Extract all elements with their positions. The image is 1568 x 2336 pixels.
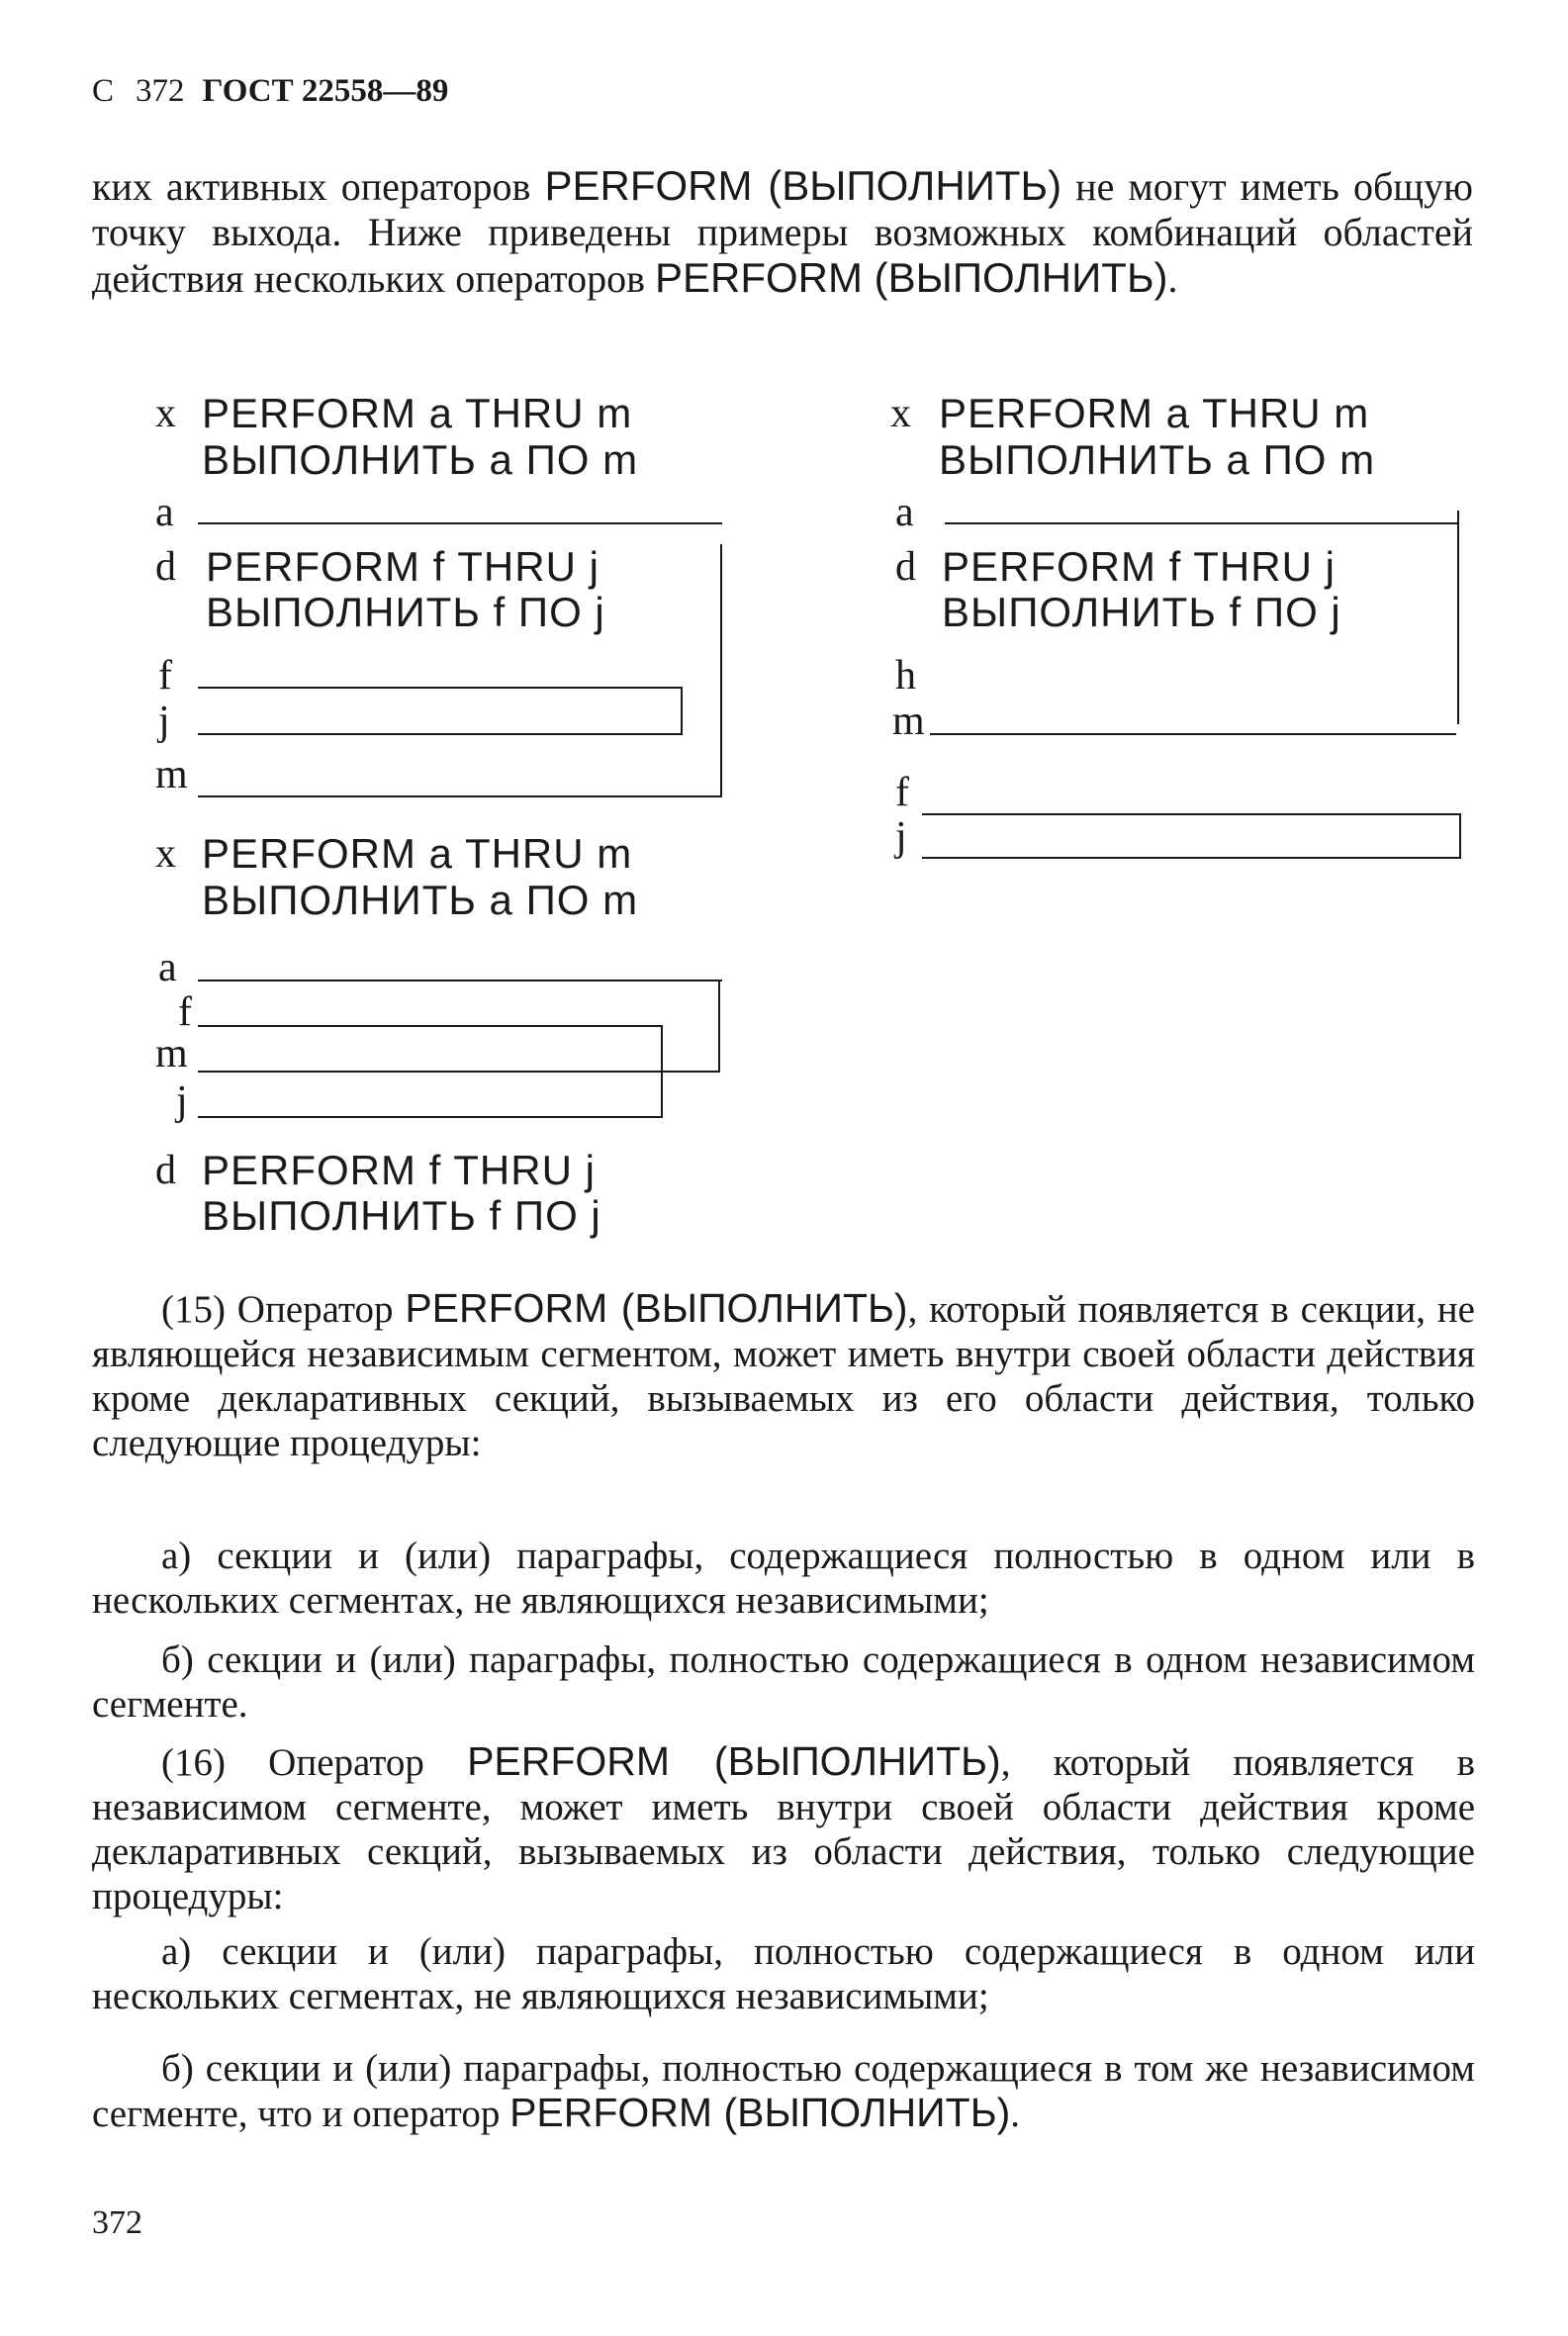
diagram-statement: PERFORM a THRU m: [202, 390, 633, 436]
intro-text-3: .: [1167, 256, 1178, 301]
range-line: [922, 813, 1461, 815]
diagram-label: m: [155, 752, 188, 797]
diagram-label: d: [155, 1148, 176, 1193]
range-line: [198, 522, 722, 524]
diagram-label: x: [890, 391, 911, 436]
diagram-statement: PERFORM f THRU j: [202, 1147, 596, 1193]
header-title: ГОСТ 22558—89: [202, 73, 449, 109]
diagram-statement-ru: ВЫПОЛНИТЬ a ПО m: [939, 436, 1376, 483]
diagram-label: x: [155, 831, 176, 877]
diagram-label: h: [895, 653, 916, 699]
diagram-label: f: [895, 770, 909, 815]
range-line: [198, 1071, 663, 1073]
diagram-label: a: [158, 945, 177, 990]
diagram-statement-ru: ВЫПОЛНИТЬ f ПО j: [942, 589, 1341, 635]
paragraph-15: [92, 1286, 1475, 1465]
range-line: [922, 857, 1461, 859]
diagram-statement: PERFORM a THRU m: [939, 390, 1370, 436]
range-line: [930, 733, 1456, 735]
p15-keyword: PERFORM (ВЫПОЛНИТЬ): [405, 1285, 908, 1331]
p15-text-1: (15) Оператор: [161, 1288, 406, 1331]
diagram-statement-ru: ВЫПОЛНИТЬ a ПО m: [202, 877, 639, 923]
p16-text-2: , который появляется в независимом сегменте, может иметь внутри своей области действия кроме декларативных секций, вызываемых из области действия, только следующие процедуры:: [92, 1741, 1475, 1917]
diagram-statement: PERFORM f THRU j: [942, 543, 1336, 590]
range-line: [945, 522, 1459, 524]
diagram-label: m: [892, 699, 925, 744]
range-bracket: [720, 544, 722, 797]
diagram-label: j: [158, 699, 170, 744]
diagram-label: f: [158, 653, 172, 699]
p16-keyword: PERFORM (ВЫПОЛНИТЬ): [467, 1738, 1001, 1784]
intro-keyword-1: PERFORM (ВЫПОЛНИТЬ): [544, 162, 1062, 209]
diagram-statement-ru: ВЫПОЛНИТЬ f ПО j: [206, 589, 605, 635]
intro-keyword-2: PERFORM (ВЫПОЛНИТЬ): [654, 254, 1168, 301]
paragraph-16: [92, 1739, 1475, 1918]
p15-text-2: , который появляется в секции, не являющейся независимым сегментом, может иметь внутри своей области действия кроме декларативных секций, вызываемых из его области действия, только следующие процедуры:: [92, 1288, 1475, 1464]
range-bracket: [681, 687, 683, 735]
diagram-label: x: [155, 391, 176, 436]
range-line: [661, 1071, 720, 1073]
intro-text-2: не могут иметь общую точку выхода. Ниже приведены примеры возможных комбинаций областей действия нескольких операторов: [92, 164, 1473, 301]
range-bracket: [1459, 813, 1461, 859]
header-page-number: 372: [136, 73, 185, 109]
page-number: 372: [92, 2204, 142, 2241]
paragraph-15-a: а) секции и (или) параграфы, содержащиеся полностью в одном или в нескольких сегментах, не являющихся независимыми;: [92, 1535, 1475, 1622]
diagram-label: j: [176, 1078, 188, 1124]
diagram-label: a: [155, 490, 174, 535]
diagram-statement-ru: ВЫПОЛНИТЬ f ПО j: [202, 1192, 601, 1239]
range-line: [198, 1025, 663, 1027]
diagram-statement-ru: ВЫПОЛНИТЬ a ПО m: [202, 436, 639, 483]
p16b-text-2: .: [1010, 2093, 1021, 2135]
diagram-label: d: [155, 544, 176, 590]
diagram-statement: PERFORM a THRU m: [202, 830, 633, 877]
p16b-keyword: PERFORM (ВЫПОЛНИТЬ): [509, 2090, 1011, 2135]
header-letter: С: [92, 73, 115, 109]
paragraph-15-b: б) секции и (или) параграфы, полностью содержащиеся в одном независимом сегменте.: [92, 1638, 1475, 1726]
paragraph-16-b: [92, 2046, 1475, 2136]
diagram-label: j: [895, 814, 907, 860]
range-line: [198, 980, 722, 981]
diagram-label: f: [178, 989, 192, 1035]
diagram-label: d: [895, 544, 916, 590]
range-bracket: [718, 980, 720, 1073]
paragraph-16-a: а) секции и (или) параграфы, полностью содержащиеся в одном или нескольких сегментах, не являющихся независимыми;: [92, 1930, 1475, 2017]
diagram-statement: PERFORM f THRU j: [206, 543, 600, 590]
diagram-label: a: [895, 490, 914, 535]
range-line: [198, 687, 683, 689]
range-line: [198, 733, 683, 735]
range-line: [198, 795, 722, 797]
intro-text-1: ких активных операторов: [92, 164, 545, 209]
range-line: [198, 1116, 663, 1118]
p16-text-1: (16) Оператор: [161, 1741, 468, 1784]
p16b-text-1: б) секции и (или) параграфы, полностью содержащиеся в том же независимом сегменте, что и оператор: [92, 2047, 1475, 2135]
range-bracket: [1457, 511, 1459, 724]
diagram-label: m: [155, 1031, 188, 1076]
